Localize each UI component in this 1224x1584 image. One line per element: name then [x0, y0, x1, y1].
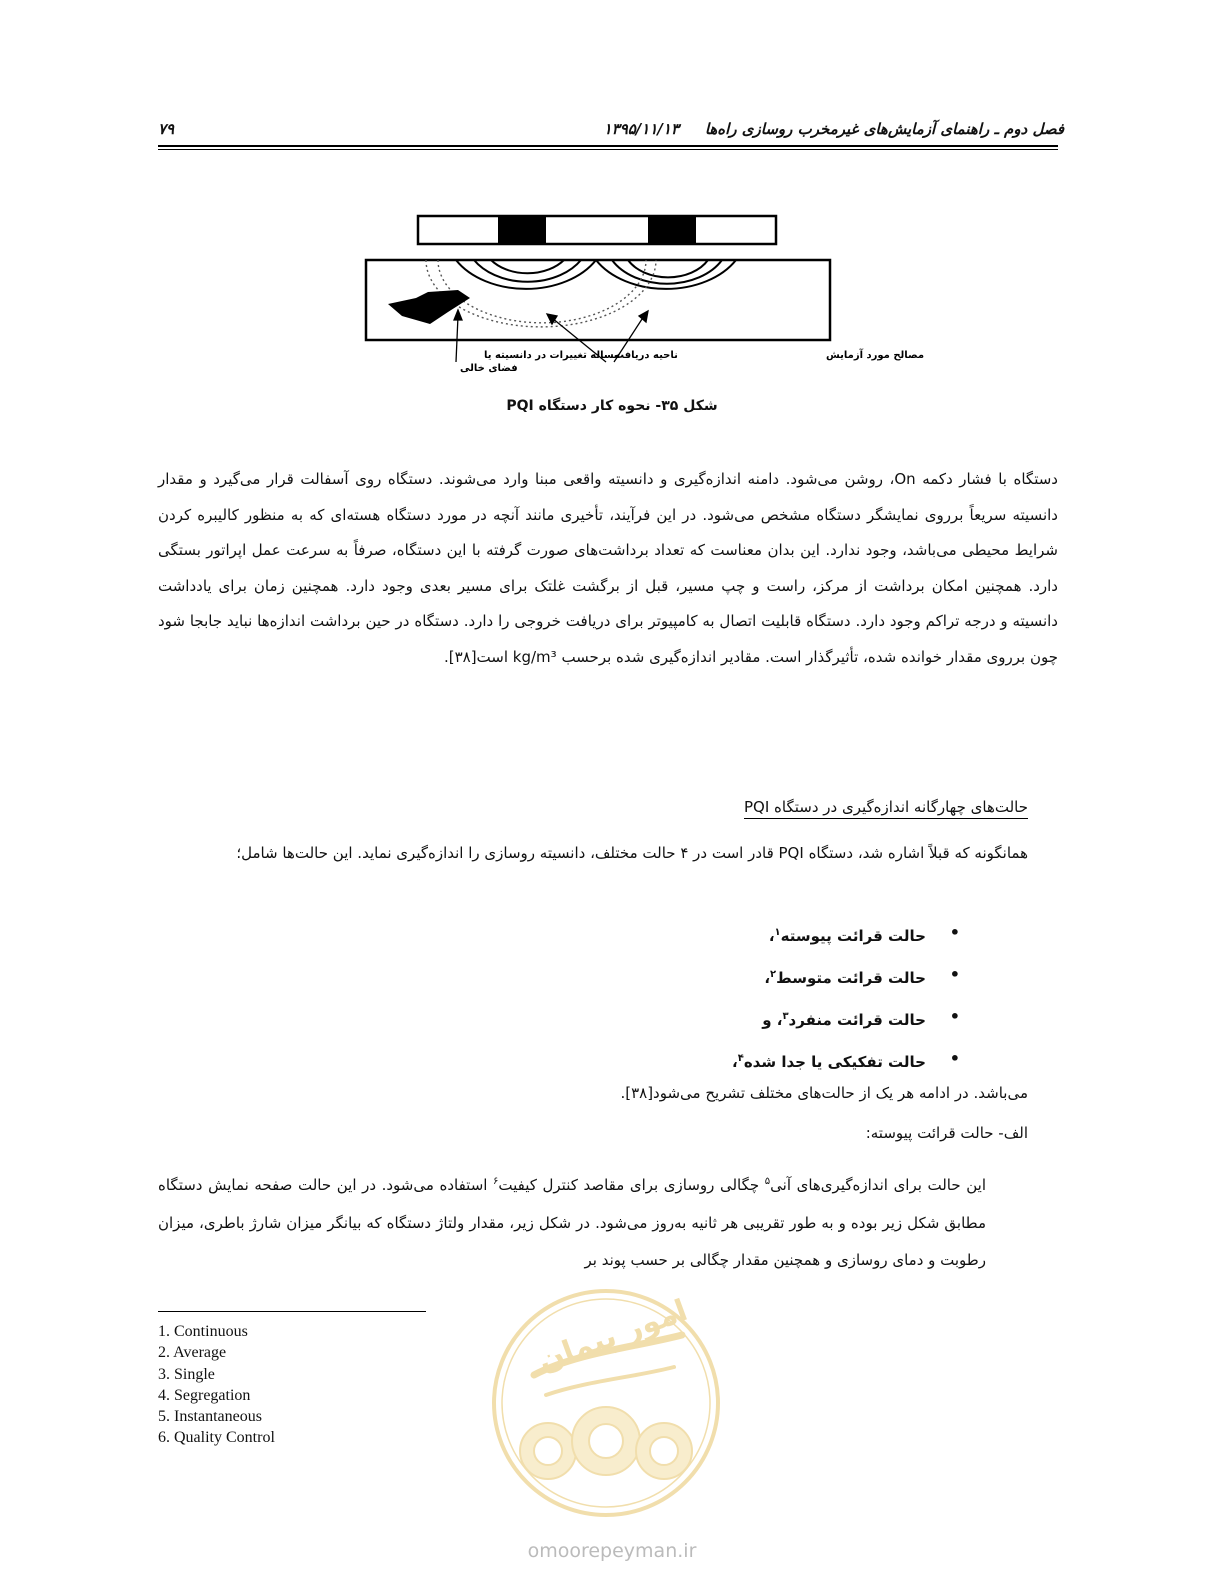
sub-heading: الف- حالت قرائت پیوسته: — [865, 1124, 1028, 1142]
device-plate — [418, 216, 776, 244]
header-rule-thin — [158, 149, 1058, 150]
pqi-diagram — [356, 212, 925, 402]
mode-tail: ، — [768, 927, 775, 945]
modes-list — [460, 915, 960, 1083]
pqi-diagram-svg — [356, 212, 925, 402]
list-item — [460, 957, 960, 999]
mode-tail: ، و — [762, 1011, 783, 1029]
label-test-material: مصالح مورد آزمایش — [826, 350, 925, 361]
bullet-icon: • — [949, 1007, 960, 1026]
footnote-ref: ۲ — [770, 969, 777, 980]
paragraph-text: استفاده می‌شود. در این حالت صفحه نمایش دستگاه مطابق شکل زیر بوده و به طور تقریبی هر ثانیه به‌روز می‌شود. در شکل زیر، مقدار ولتاژ دستگاه که بیانگر میزان شارژ باطری، میزان رطوبت و دمای روسازی و همچنین مقدار چگالی بر حسب پوند بر — [158, 1176, 986, 1269]
mode-tail: ، — [764, 969, 771, 987]
running-header-date: ۱۳۹۵/۱۱/۱۳ — [603, 120, 679, 138]
footnote-rule — [158, 1311, 426, 1312]
watermark-logo — [486, 1283, 726, 1523]
header-rule — [158, 145, 1058, 147]
mode-tail: ، — [732, 1053, 738, 1071]
footnote: 2. Average — [158, 1344, 227, 1362]
footnote-ref: ۱ — [774, 927, 781, 938]
footnote-ref: ۵ — [764, 1176, 771, 1187]
body-paragraph-1: دستگاه با فشار دکمه On، روشن می‌شود. دامنه اندازه‌گیری و دانسیته واقعی مبنا وارد می‌شوند. دستگاه روی آسفالت قرار می‌گیرد و مقدار دانسیته سریعاً برروی نمایشگر دستگاه مشخص می‌شود. در این فرآیند، تأخیری مانند آنچه در مورد دستگاه هسته‌ای که به منظور کالیبره کردن شرایط محیطی می‌باشد، وجود ندارد. این بدان معناست که تعداد برداشت‌های صورت گرفته با این دستگاه، صرفاً به سرعت عمل اپراتور بستگی دارد. همچنین امکان برداشت از مرکز، راست و چپ مسیر، قبل از برگشت غلتک برای مسیر بعدی وجود دارد. همچنین زمان برای یادداشت دانسیته و درجه تراکم وجود دارد. دستگاه قابلیت اتصال به کامپیوتر برای دریافت خروجی را دارد. دستگاه در حین برداشت اندازه‌ها نباید جابجا شود چون برروی مقدار خوانده شده، تأثیرگذار است. مقادیر اندازه‌گیری شده برحسب kg/m³ است[۳۸]. — [158, 470, 1058, 666]
footnote: 6. Quality Control — [158, 1429, 275, 1447]
footnote-ref: ۴ — [737, 1053, 744, 1064]
list-item — [460, 915, 960, 957]
figure-caption: شکل ۳۵- نحوه کار دستگاه PQI — [506, 398, 718, 414]
watermark-text: امور پیمان — [533, 1292, 692, 1380]
label-anomaly: مساله تغییرات در دانسیته یا — [484, 350, 621, 361]
sensor-ring-right — [648, 216, 696, 244]
mode-label: حالت قرائت منفرد — [788, 1011, 926, 1029]
list-item — [460, 999, 960, 1041]
sensor-ring-left — [498, 216, 546, 244]
body-paragraph-2 — [158, 1163, 986, 1280]
footnotes-list — [158, 1321, 275, 1449]
running-header-title: فصل دوم ـ راهنمای آزمایش‌های غیرمخرب روسازی راه‌ها — [704, 120, 1064, 138]
mode-label: حالت قرائت متوسط — [776, 969, 926, 987]
intro-paragraph: همانگونه که قبلاً اشاره شد، دستگاه PQI قادر است در ۴ حالت مختلف، دانسیته روسازی را اندازه‌گیری نماید. این حالت‌ها شامل؛ — [236, 844, 1028, 862]
footnote: 5. Instantaneous — [158, 1408, 262, 1426]
watermark-seal — [486, 1283, 726, 1523]
page-number: ۷۹ — [158, 120, 175, 138]
watermark-url: omoorepeyman.ir — [527, 1540, 697, 1562]
bullet-icon: • — [949, 1049, 960, 1068]
after-list-text: می‌باشد. در ادامه هر یک از حالت‌های مختلف تشریح می‌شود[۳۸]. — [620, 1084, 1028, 1102]
footnote-ref: ۶ — [493, 1176, 499, 1187]
footnote: 3. Single — [158, 1365, 215, 1383]
mode-label: حالت قرائت پیوسته — [780, 927, 926, 945]
paragraph-text: این حالت برای اندازه‌گیری‌های آنی — [770, 1176, 986, 1194]
bullet-icon: • — [949, 923, 960, 942]
label-anomaly-line2: فضای خالی — [460, 363, 518, 374]
list-item — [460, 1041, 960, 1083]
footnote: 1. Continuous — [158, 1323, 248, 1340]
footnote-ref: ۳ — [782, 1011, 789, 1022]
label-receive-zone: ناحیه دریافت — [614, 350, 678, 361]
section-heading: حالت‌های چهارگانه اندازه‌گیری در دستگاه PQI — [744, 798, 1028, 819]
mode-label: حالت تفکیکی یا جدا شده — [743, 1053, 926, 1071]
bullet-icon: • — [949, 965, 960, 984]
paragraph-text: چگالی روسازی برای مقاصد کنترل کیفیت — [498, 1176, 765, 1194]
footnote: 4. Segregation — [158, 1386, 251, 1404]
